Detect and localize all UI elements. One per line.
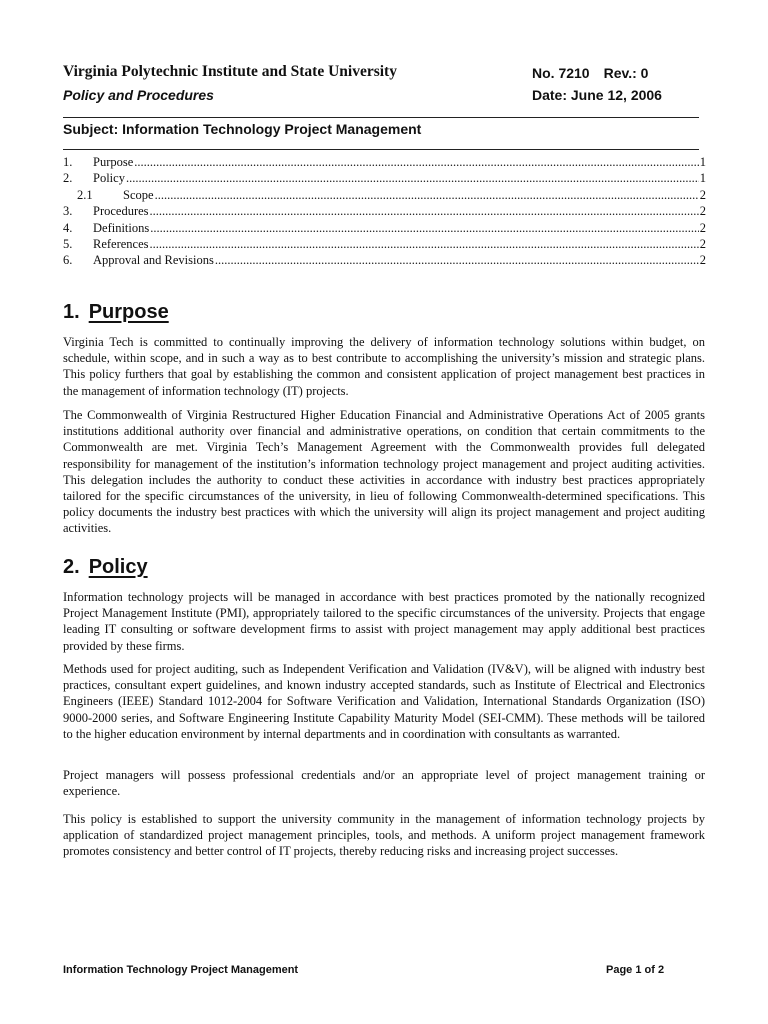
toc-page: 2 [699, 236, 706, 251]
toc-page: 2 [699, 253, 706, 268]
section-heading-policy [63, 556, 148, 579]
table-of-contents [63, 154, 706, 269]
section-title: Policy [88, 556, 148, 578]
policy-paragraph-4: This policy is established to support the university community in the management of information technology projects by application of standardized project management principles, tools, and methods. A uniform project management framework promotes consistency and better control of IT projects, thereby reducing risks and increasing project successes. [63, 812, 705, 859]
header-divider [63, 117, 699, 118]
footer-page-number: Page 1 of 2 [606, 964, 665, 976]
toc-number: 4. [63, 220, 73, 235]
toc-title: References [93, 236, 149, 251]
toc-item-definitions[interactable] [63, 220, 706, 236]
toc-item-procedures[interactable] [63, 203, 706, 219]
section-number: 1. [63, 301, 80, 323]
document-type: Policy and Procedures [63, 87, 214, 103]
toc-number: 3. [63, 204, 73, 219]
policy-paragraph-2: Methods used for project auditing, such as Independent Verification and Validation (IV&V), will be aligned with industry best practices, consultant expert guidelines, and known industry accepted standards, such as Institute of Electrical and Electronics Engineers (IEEE) Standard 1012-2004 for Software Verification and Validation, International Standards Organization (ISO) 9000-2000 series, and Software Engineering Institute Capability Maturity Model (SEI-CMM). These methods will be tailored to the higher education environment by internal departments and in coordination with consultants as warranted. [63, 662, 705, 741]
toc-title: Approval and Revisions [93, 253, 214, 268]
toc-number: 6. [63, 253, 73, 268]
toc-title: Definitions [93, 220, 150, 235]
policy-number-value: No. 7210 [532, 65, 590, 81]
toc-item-scope[interactable] [63, 187, 706, 203]
toc-title: Scope [123, 187, 154, 202]
toc-leader [150, 236, 699, 252]
toc-title: Policy [93, 171, 125, 186]
university-name: Virginia Polytechnic Institute and State University [63, 63, 397, 80]
purpose-paragraph-2: The Commonwealth of Virginia Restructured Higher Education Financial and Administrative Operations Act of 2005 grants institutions additional authority over financial and administrative operations, on condition that certain commitments to the Commonwealth are met. Virginia Tech’s Management Agreement with the Commonwealth provides full delegated responsibility for management of the institution’s information technology project management and project auditing activities. This delegation includes the authority to conduct these activities in accordance with industry best practices appropriately tailored for the specific circumstances of the university, in lieu of following Commonwealth-determined specifications. This policy documents the industry best practices with which the university will align its project management and project auditing activities. [63, 408, 705, 536]
toc-leader [155, 187, 699, 203]
toc-page: 2 [699, 187, 706, 202]
toc-leader [215, 252, 699, 268]
toc-item-references[interactable] [63, 236, 706, 252]
toc-title: Purpose [93, 155, 134, 169]
toc-leader [150, 220, 699, 236]
policy-paragraph-3: Project managers will possess professional credentials and/or an appropriate level of project management training or experience. [63, 768, 705, 799]
toc-item-approval[interactable] [63, 252, 706, 268]
toc-page: 2 [699, 220, 706, 235]
subject-line: Subject: Information Technology Project Management [63, 121, 422, 137]
toc-title: Procedures [93, 204, 149, 219]
revision-value: Rev.: 0 [603, 65, 649, 81]
section-number: 2. [63, 556, 80, 578]
toc-leader [126, 170, 699, 186]
policy-date: Date: June 12, 2006 [532, 87, 662, 103]
toc-page: 1 [699, 171, 706, 186]
toc-number: 5. [63, 236, 73, 251]
purpose-paragraph-1: Virginia Tech is committed to continually improving the delivery of information technology solutions within budget, on schedule, within scope, and in such a way as to best contribute to accomplishing the university’s mission and strategic plans. This policy furthers that goal by establishing the common and consistent application of project management best practices in the management of information technology (IT) projects. [63, 335, 705, 398]
toc-number: 1. [63, 155, 73, 169]
toc-page: 1 [699, 155, 706, 169]
section-heading-purpose [63, 301, 169, 324]
policy-number [532, 65, 662, 81]
toc-leader [150, 203, 699, 219]
toc-number: 2.1 [77, 187, 93, 202]
footer-title: Information Technology Project Management [63, 964, 299, 976]
toc-page: 2 [699, 204, 706, 219]
toc-number: 2. [63, 171, 73, 186]
toc-item-policy[interactable] [63, 170, 706, 186]
policy-paragraph-1: Information technology projects will be managed in accordance with best practices promoted by the nationally recognized Project Management Institute (PMI), appropriately tailored to the specific circumstances of the university. Projects that engage leading IT consulting or software development firms to assist with project management may apply additional best practices provided by these firms. [63, 590, 705, 653]
subject-divider [63, 149, 699, 150]
toc-leader [134, 154, 698, 170]
toc-item-purpose[interactable] [63, 154, 706, 170]
section-title: Purpose [88, 301, 169, 323]
